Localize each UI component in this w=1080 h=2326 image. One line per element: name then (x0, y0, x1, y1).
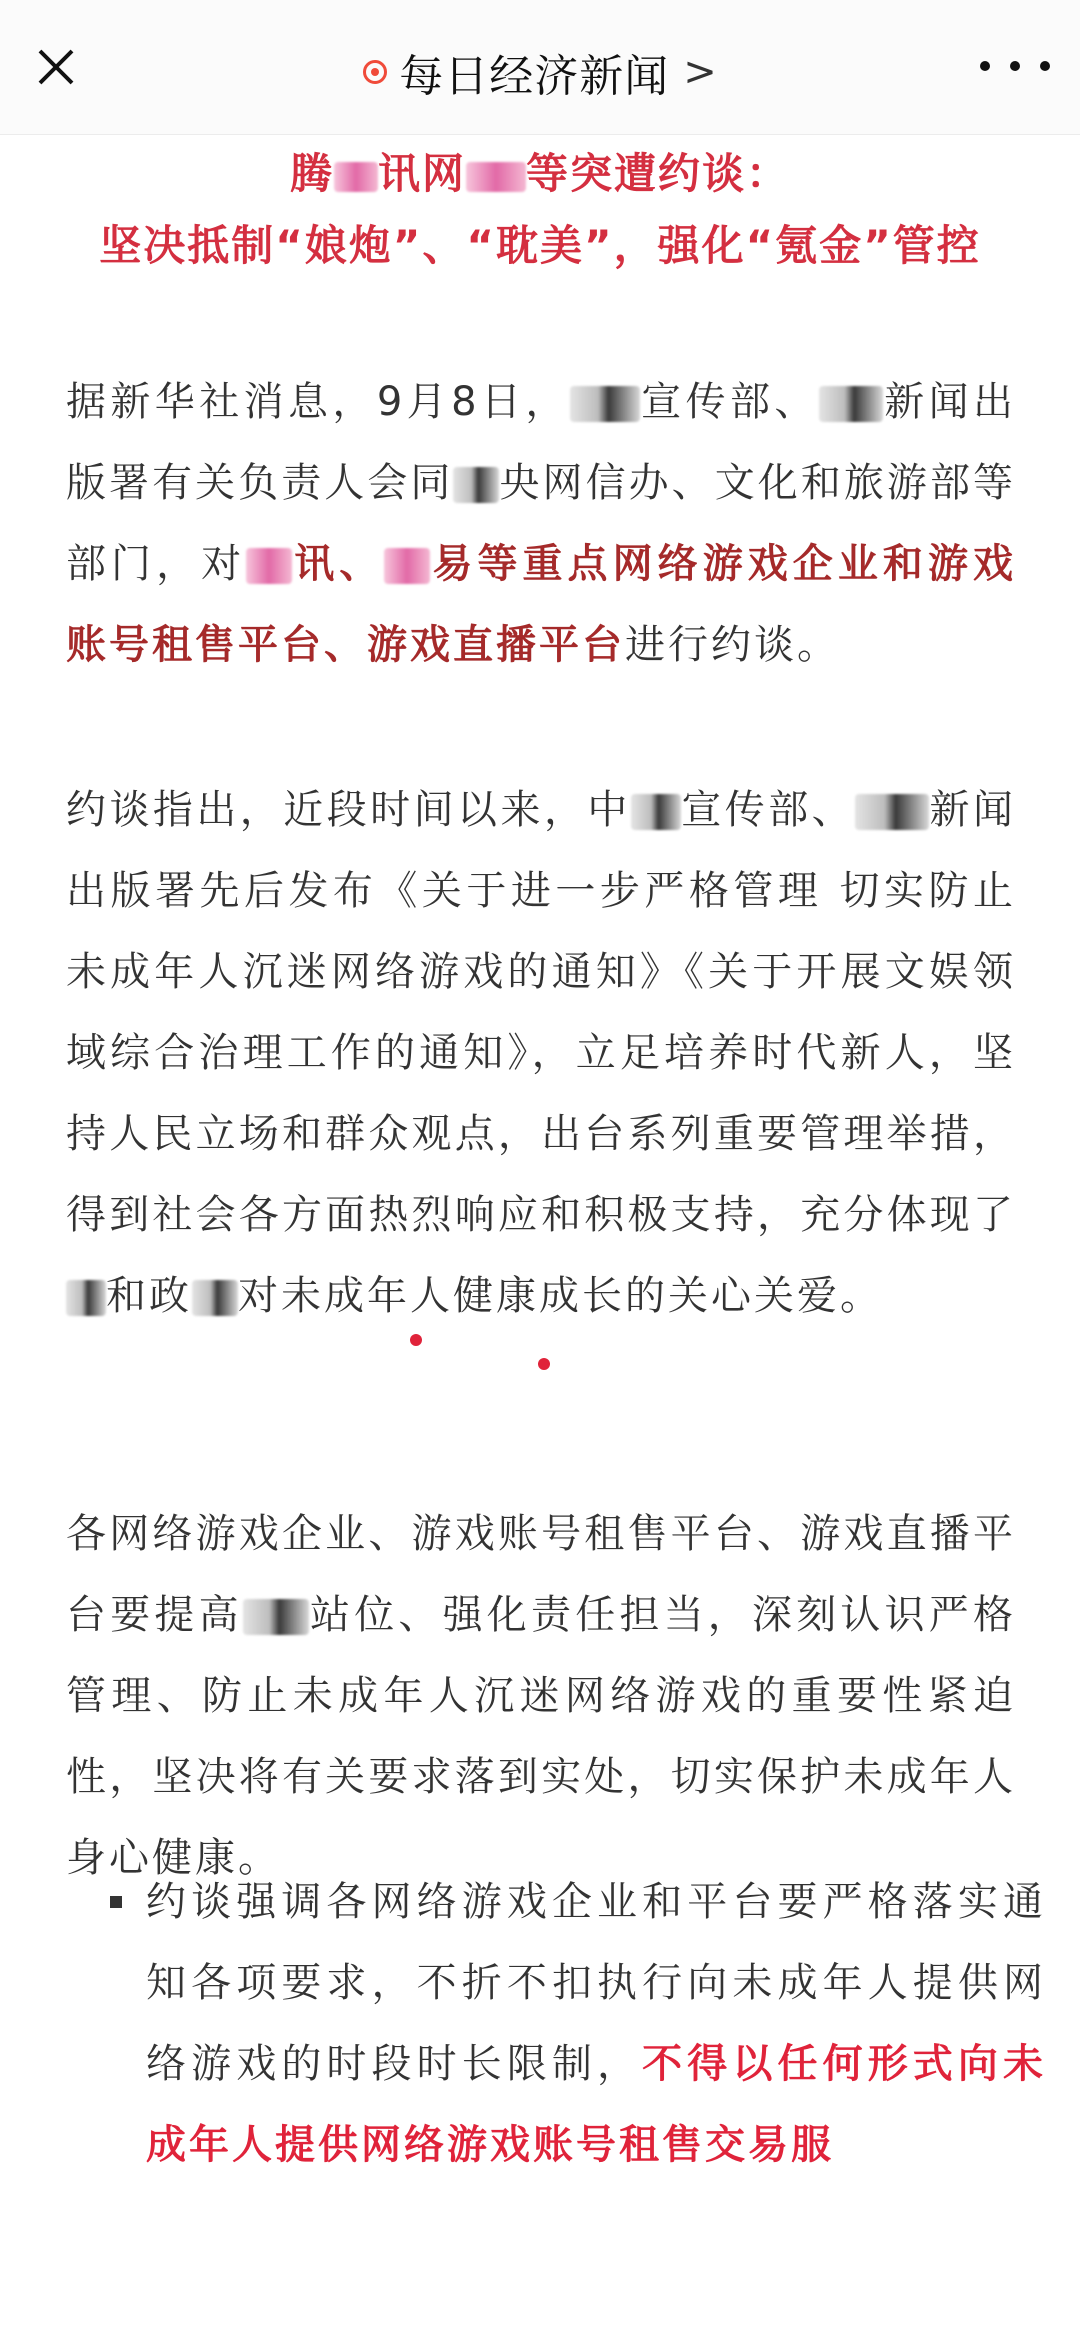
account-title[interactable] (363, 40, 717, 104)
red-dot (410, 1334, 422, 1346)
bullet-icon (110, 1896, 122, 1908)
redaction-mark (243, 1599, 309, 1635)
redaction-mark (570, 386, 640, 422)
red-dot (538, 1358, 550, 1370)
bullet-item (66, 1862, 1046, 2186)
paragraph-3: 各网络游戏企业、游戏账号租售平台、游戏直播平台要提高 站位、强化责任担当，深刻认识严格管理、防止未成年人沉迷网络游戏的重要性紧迫性，坚决将有关要求落到实处，切实保护未成年人身心健康。 (66, 1511, 1017, 1881)
paragraph-2: 约谈指出，近段时间以来，中 宣传部、 新闻出版署先后发布《关于进一步严格管理 切实防止未成年人沉迷网络游戏的通知》《关于开展文娱领域综合治理工作的通知》，立足培养时代新人，坚持人民立场和群众观点，出台系列重要管理举措，得到社会各方面热烈响应和积极支持，充分体现了和政 对未成年人健康成长的关心关爱。 (66, 787, 1017, 1319)
close-button[interactable] (30, 36, 82, 98)
more-button[interactable] (980, 46, 1050, 86)
redaction-mark (334, 162, 378, 192)
more-dot-icon (1010, 61, 1020, 71)
redaction-mark (631, 794, 681, 830)
account-name: 每日经济新闻 (399, 51, 670, 102)
redaction-mark (384, 548, 430, 584)
article-headline (0, 138, 1080, 282)
bullet-text: 约谈强调各网络游戏企业和平台要严格落实通知各项要求，不折不扣执行向未成年人提供网络游戏的时段时长限制，不得以任何形式向未成年人提供网络游戏账号租售交易服 (146, 1879, 1047, 2168)
more-dot-icon (980, 61, 990, 71)
close-icon (36, 47, 76, 87)
headline-line-1: 腾 讯网 等突遭约谈： (289, 149, 791, 198)
redaction-mark (246, 548, 292, 584)
chevron-right-icon: > (683, 49, 717, 95)
redaction-mark (66, 1280, 106, 1316)
more-dot-icon (1040, 61, 1050, 71)
paragraph-1: 据新华社消息，9月8日， 宣传部、 新闻出版署有关负责人会同 央网信办、文化和旅游部等部门，对 讯、 易等重点网络游戏企业和游戏账号租售平台、游戏直播平台进行约谈。 (66, 379, 1017, 668)
redaction-mark (453, 467, 499, 503)
top-bar (0, 0, 1080, 135)
article-content (0, 134, 1080, 282)
headline-line-2: 坚决抵制“娘炮”、“耽美”，强化“氪金”管控 (99, 221, 981, 270)
redaction-mark (855, 794, 929, 830)
redaction-mark (192, 1280, 238, 1316)
live-indicator-icon (363, 60, 387, 84)
redaction-mark (466, 162, 526, 192)
redaction-mark (819, 386, 883, 422)
